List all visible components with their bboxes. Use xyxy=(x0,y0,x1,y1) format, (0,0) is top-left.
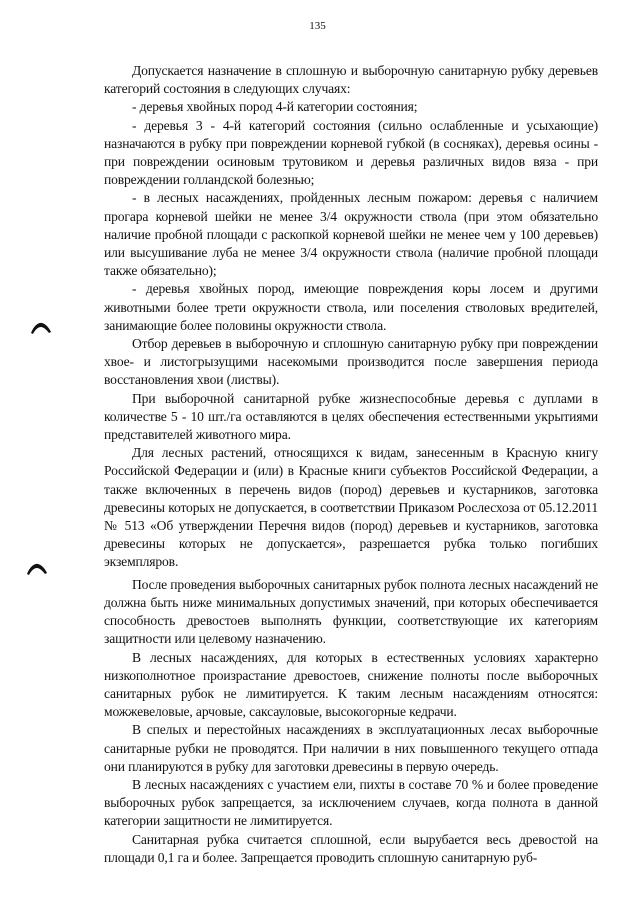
list-item-bark-damage: - деревья хвойных пород, имеющие повреждения коры лосем и другими животными более трети окружности ствола, или поселения стволовых вредителей, занимающие более половины окружности ствола. xyxy=(104,281,598,333)
paragraph-spruce-fir: В лесных насаждениях с участием ели, пихты в составе 70 % и более проведение выборочных рубок запрещается, за исключением случаев, когда полнота в данной категории защитности не лимитируется. xyxy=(104,776,598,829)
page-number: 135 xyxy=(309,20,326,32)
scan-artifact-mark-icon xyxy=(26,563,48,575)
paragraph-clear-cut: Санитарная рубка считается сплошной, если вырубается весь древостой на площади 0,1 га и более. Запрещается проводить сплошную санитарную руб- xyxy=(104,831,598,865)
paragraph-intro: Допускается назначение в сплошную и выборочную санитарную рубку деревьев категорий состояния в следующих случаях: xyxy=(104,63,598,97)
list-item-weakened-trees: - деревья 3 - 4-й категорий состояния (сильно ослабленные и усыхающие) назначаются в рубку при повреждении корневой губкой (в сосняках), деревья осины - при повреждении осиновым трутовиком и деревья различных видов вяза - при повреждении голландской болезнью; xyxy=(104,117,598,188)
paragraph-red-book: Для лесных растений, относящихся к видам, занесенным в Красную книгу Российской Федерации и (или) в Красные книги субъектов Российской Федерации, а также включенных в перечень видов (пород) деревьев и кустарников, заготовка древесины которых не допускается, в соответствии Приказом Рослесхоза от 05.12.2011 № 513 «Об утверждении Перечня видов (пород) деревьев и кустарников, заготовка древесины которых не допускается», разрешается рубка только погибших экземпляров. xyxy=(104,445,598,570)
paragraph-mature-stands: В спелых и перестойных насаждениях в эксплуатационных лесах выборочные санитарные рубки не проводятся. При наличии в них повышенного текущего отпада они планируются в рубку для заготовки древесины в первую очередь. xyxy=(104,722,598,774)
scan-artifact-mark-icon xyxy=(30,322,52,334)
document-body xyxy=(104,62,598,867)
paragraph-density: После проведения выборочных санитарных рубок полнота лесных насаждений не должна быть ниже минимальных допустимых значений, при которых обеспечивается способность древостоев выполнять функции, соответствующие их категориям защитности или целевому назначению. xyxy=(104,576,598,647)
paragraph-insects: Отбор деревьев в выборочную и сплошную санитарную рубку при повреждении хвое- и листогрызущими насекомыми производится после завершения периода восстановления хвои (листвы). xyxy=(104,336,598,388)
list-item-conifers: - деревья хвойных пород 4-й категории состояния; xyxy=(132,99,418,115)
paragraph-hollow-trees: При выборочной санитарной рубке жизнеспособные деревья с дуплами в количестве 5 - 10 шт./га оставляются в целях обеспечения естественными укрытиями представителей животного мира. xyxy=(104,390,598,443)
list-item-fire: - в лесных насаждениях, пройденных лесным пожаром: деревья с наличием прогара корневой шейки не менее 3/4 окружности ствола (при этом обязательно наличие пробной площади с раскопкой корневой шейки не менее чем у 100 деревьев) или высушивание луба не менее 3/4 окружности ствола (наличие пробной площади также обязательно); xyxy=(104,190,598,279)
paragraph-low-density: В лесных насаждениях, для которых в естественных условиях характерно низкополнотное произрастание древостоев, снижение полноты после выборочных санитарных рубок не лимитируется. К таким лесным насаждениям относятся: можжевеловые, арчовые, саксауловые, высокогорные кедрачи. xyxy=(104,649,598,720)
